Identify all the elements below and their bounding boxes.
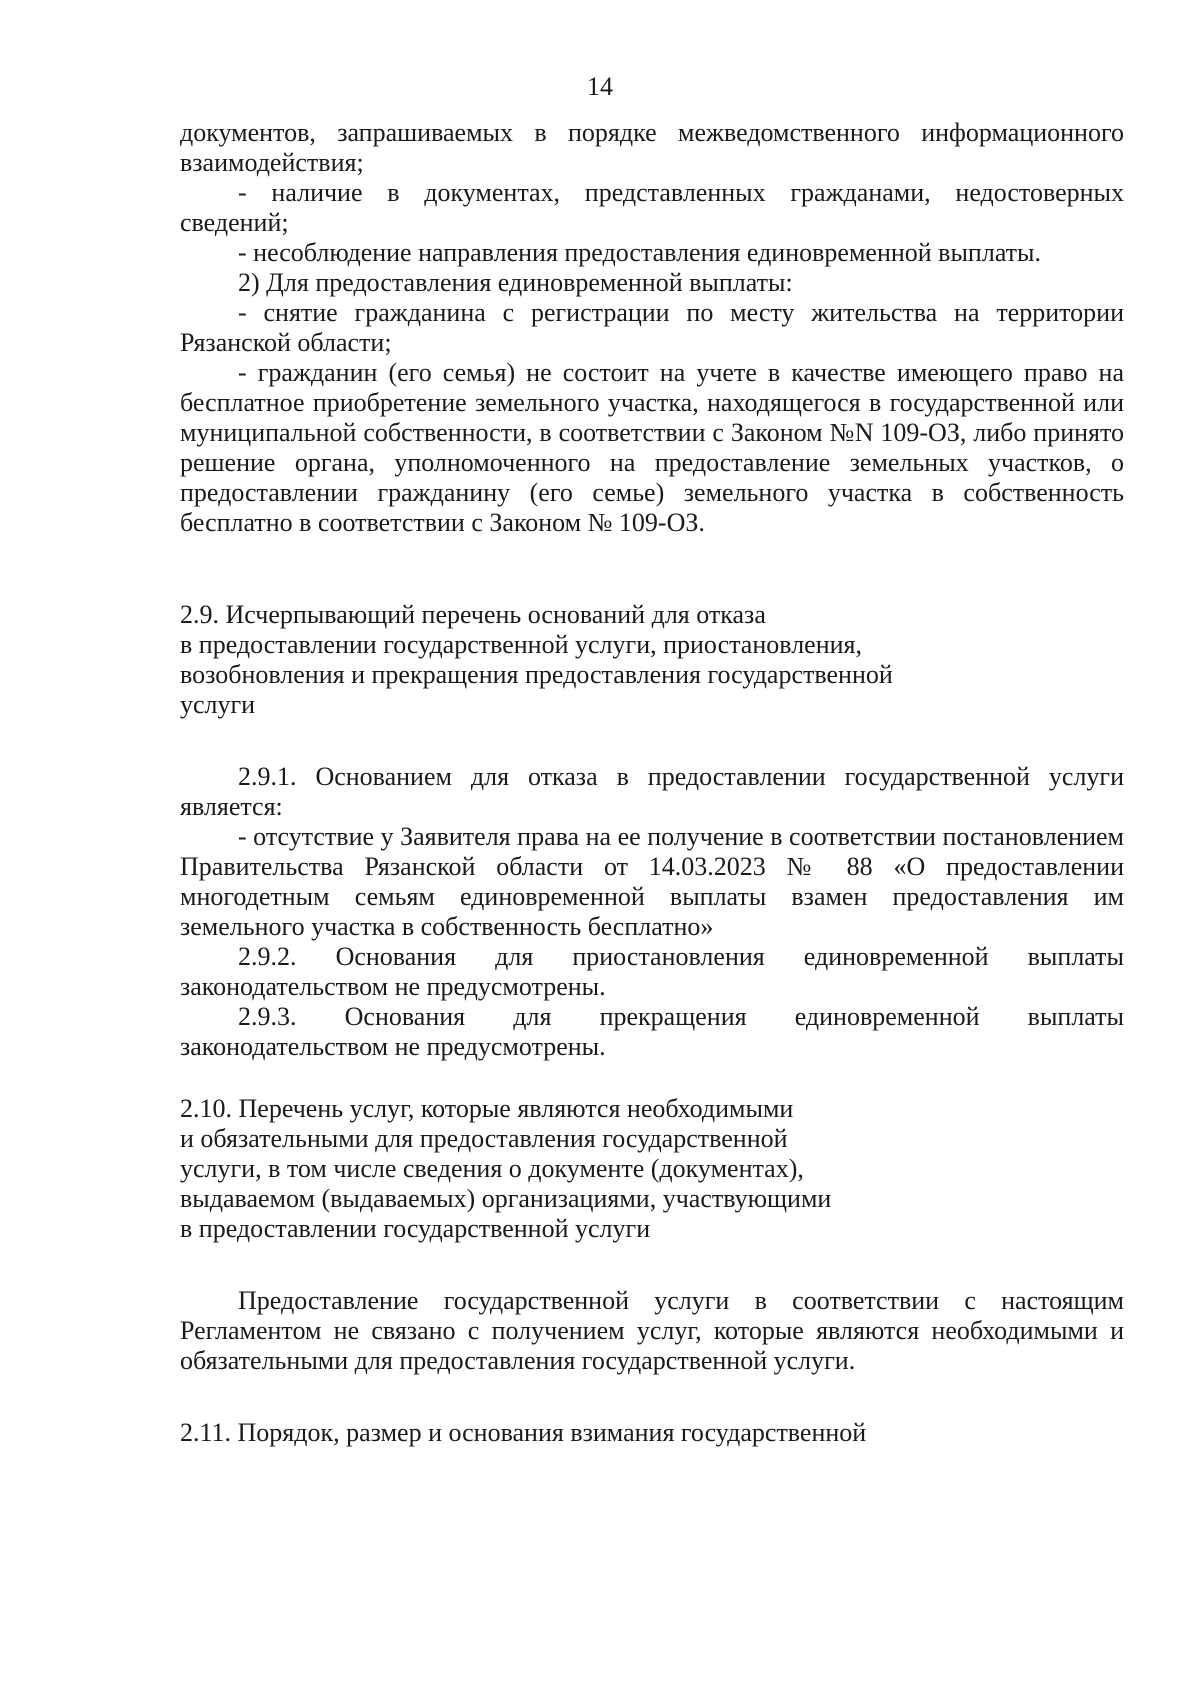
section-heading-2-9 — [180, 600, 1124, 720]
section-heading-2-10 — [180, 1094, 1124, 1244]
list-item: - наличие в документах, представленных гражданами, недостоверных сведений; — [180, 178, 1124, 237]
list-item: - снятие гражданина с регистрации по месту жительства на территории Рязанской области; — [180, 298, 1124, 357]
paragraph: документов, запрашиваемых в порядке межведомственного информационного взаимодействия; — [180, 118, 1124, 177]
paragraph: Предоставление государственной услуги в соответствии с настоящим Регламентом не связано с получением услуг, которые являются необходимыми и обязательными для предоставления государственной услуги. — [180, 1286, 1124, 1375]
heading-line: возобновления и прекращения предоставления государственной — [180, 660, 893, 689]
page-number: 14 — [587, 72, 613, 101]
list-item: - отсутствие у Заявителя права на ее получение в соответствии постановлением Правительства Рязанской области от 14.03.2023 № 88 «О предоставлении многодетным семьям единовременной выплаты взамен предоставления им земельного участка в собственность бесплатно» — [180, 822, 1124, 941]
heading-line: и обязательными для предоставления государственной — [180, 1124, 788, 1153]
paragraph-2-9-3: 2.9.3. Основания для прекращения единовременной выплаты законодательством не предусмотрены. — [180, 1002, 1124, 1061]
heading-line: услуги, в том числе сведения о документе (документах), — [180, 1154, 804, 1183]
paragraph-2-9-1: 2.9.1. Основанием для отказа в предоставлении государственной услуги является: — [180, 762, 1124, 821]
list-item: - гражданин (его семья) не состоит на учете в качестве имеющего право на бесплатное приобретение земельного участка, находящегося в государственной или муниципальной собственности, в соответствии с Законом №N 109-ОЗ, либо принято решение органа, уполномоченного на предоставление земельных участков, о предоставлении гражданину (его семье) земельного участка в собственность бесплатно в соответствии с Законом № 109-ОЗ. — [180, 358, 1124, 537]
heading-line: в предоставлении государственной услуги, приостановления, — [180, 630, 862, 659]
list-item: - несоблюдение направления предоставления единовременной выплаты. — [238, 238, 1042, 267]
paragraph-2-9-2: 2.9.2. Основания для приостановления единовременной выплаты законодательством не предусмотрены. — [180, 942, 1124, 1001]
document-body — [180, 118, 1124, 1448]
heading-line: услуги — [180, 690, 256, 719]
heading-line: 2.9. Исчерпывающий перечень оснований для отказа — [180, 600, 766, 629]
heading-line: 2.10. Перечень услуг, которые являются необходимыми — [180, 1094, 794, 1123]
section-heading-2-11: 2.11. Порядок, размер и основания взимания государственной — [180, 1418, 867, 1447]
heading-line: выдаваемом (выдаваемых) организациями, участвующими — [180, 1184, 832, 1213]
list-item: 2) Для предоставления единовременной выплаты: — [238, 268, 793, 297]
heading-line: в предоставлении государственной услуги — [180, 1214, 651, 1243]
